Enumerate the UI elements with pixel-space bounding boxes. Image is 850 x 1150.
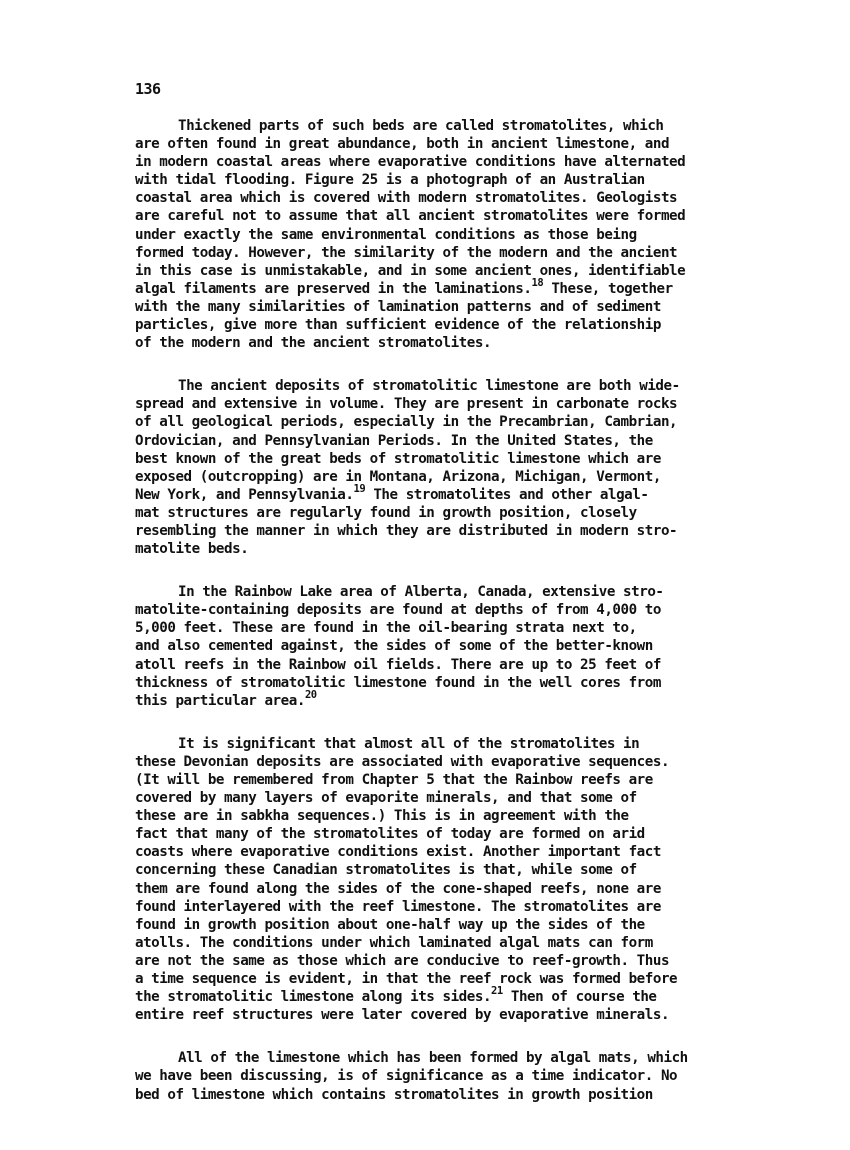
text-line: under exactly the same environmental conditions as those being [135, 226, 637, 243]
text-line: (It will be remembered from Chapter 5 that the Rainbow reefs are [135, 772, 653, 788]
text-line: formed today. However, the similarity of the modern and the ancient [135, 244, 678, 261]
line-text: algal filaments are preserved in the laminations. [135, 280, 532, 297]
line-text: the stromatolitic limestone along its sides. [135, 989, 492, 1006]
text-line: found interlayered with the reef limestone. The stromatolites are [135, 898, 661, 915]
text-line [135, 117, 725, 135]
text-line: with the many similarities of lamination patterns and of sediment [135, 298, 661, 315]
paragraph-1 [135, 117, 725, 352]
text-line: of the modern and the ancient stromatolites. [135, 335, 492, 352]
text-line: are careful not to assume that all ancient stromatolites were formed [135, 208, 686, 225]
text-line: of all geological periods, especially in the Precambrian, Cambrian, [135, 414, 678, 431]
text-line: thickness of stromatolitic limestone found in the well cores from [135, 674, 661, 691]
text-line: mat structures are regularly found in growth position, closely [135, 504, 637, 521]
text-line: best known of the great beds of stromatolitic limestone which are [135, 450, 661, 467]
footnote-ref-21: 21 [491, 985, 503, 998]
text-line [135, 277, 725, 298]
text-line: in modern coastal areas where evaporative conditions have alternated [135, 154, 686, 171]
text-line: spread and extensive in volume. They are present in carbonate rocks [135, 396, 678, 413]
line-text: All of the limestone which has been formed by algal mats, which [178, 1050, 688, 1067]
text-line: particles, give more than sufficient evidence of the relationship [135, 317, 661, 334]
text-line: fact that many of the stromatolites of today are formed on arid [135, 826, 645, 843]
text-line: we have been discussing, is of significance as a time indicator. No [135, 1068, 678, 1085]
text-line: are often found in great abundance, both in ancient limestone, and [135, 136, 670, 153]
paragraph-2 [135, 377, 725, 558]
text-line: resembling the manner in which they are distributed in modern stro- [135, 522, 678, 539]
line-text: The ancient deposits of stromatolitic limestone are both wide- [178, 378, 680, 395]
text-line: 5,000 feet. These are found in the oil-bearing strata next to, [135, 620, 637, 637]
line-text: The stromatolites and other algal- [365, 486, 649, 503]
text-line [135, 985, 725, 1006]
paragraph-4 [135, 735, 725, 1025]
text-line: coastal area which is covered with modern stromatolites. Geologists [135, 190, 678, 207]
body-text [135, 117, 725, 1129]
text-line: bed of limestone which contains stromatolites in growth position [135, 1086, 653, 1103]
footnote-ref-20: 20 [304, 688, 317, 701]
text-line: matolite-containing deposits are found at depths of from 4,000 to [135, 602, 661, 619]
text-line [135, 483, 725, 504]
line-text: this particular area. [135, 692, 305, 709]
text-line [135, 583, 725, 601]
text-line: these are in sabkha sequences.) This is in agreement with the [135, 808, 629, 825]
text-line: exposed (outcropping) are in Montana, Arizona, Michigan, Vermont, [135, 468, 661, 485]
text-line: entire reef structures were later covered by evaporative minerals. [135, 1007, 670, 1024]
text-line: a time sequence is evident, in that the reef rock was formed before [135, 971, 678, 988]
line-text: In the Rainbow Lake area of Alberta, Canada, extensive stro- [178, 584, 664, 601]
footnote-ref-18: 18 [531, 277, 544, 290]
text-line: coasts where evaporative conditions exist. Another important fact [135, 844, 661, 861]
text-line: these Devonian deposits are associated with evaporative sequences. [135, 753, 670, 770]
text-line: are not the same as those which are conducive to reef-growth. Thus [135, 952, 670, 969]
text-line: covered by many layers of evaporite minerals, and that some of [135, 790, 637, 807]
text-line [135, 688, 725, 710]
text-line [135, 377, 725, 395]
text-line: them are found along the sides of the cone-shaped reefs, none are [135, 880, 661, 897]
footnote-ref-19: 19 [353, 483, 366, 496]
text-line: in this case is unmistakable, and in some ancient ones, identifiable [135, 262, 686, 279]
line-text: Thickened parts of such beds are called stromatolites, which [178, 118, 664, 134]
text-line: atolls. The conditions under which laminated algal mats can form [135, 934, 653, 951]
text-line: with tidal flooding. Figure 25 is a photograph of an Australian [135, 172, 645, 189]
text-line: concerning these Canadian stromatolites is that, while some of [135, 862, 637, 879]
line-text: New York, and Pennsylvania. [135, 486, 354, 503]
text-line: and also cemented against, the sides of some of the better-known [135, 638, 653, 655]
text-line [135, 1049, 725, 1067]
page-number: 136 [135, 80, 161, 98]
text-line [135, 735, 725, 753]
text-line: matolite beds. [135, 541, 249, 558]
text-line: found in growth position about one-half way up the sides of the [135, 916, 645, 933]
line-text: Then of course the [502, 989, 657, 1006]
line-text: These, together [543, 280, 673, 297]
text-line: atoll reefs in the Rainbow oil fields. There are up to 25 feet of [135, 656, 661, 673]
paragraph-5 [135, 1049, 725, 1103]
text-line: Ordovician, and Pennsylvanian Periods. In the United States, the [135, 432, 653, 449]
paragraph-3 [135, 583, 725, 710]
line-text: It is significant that almost all of the stromatolites in [178, 735, 640, 752]
